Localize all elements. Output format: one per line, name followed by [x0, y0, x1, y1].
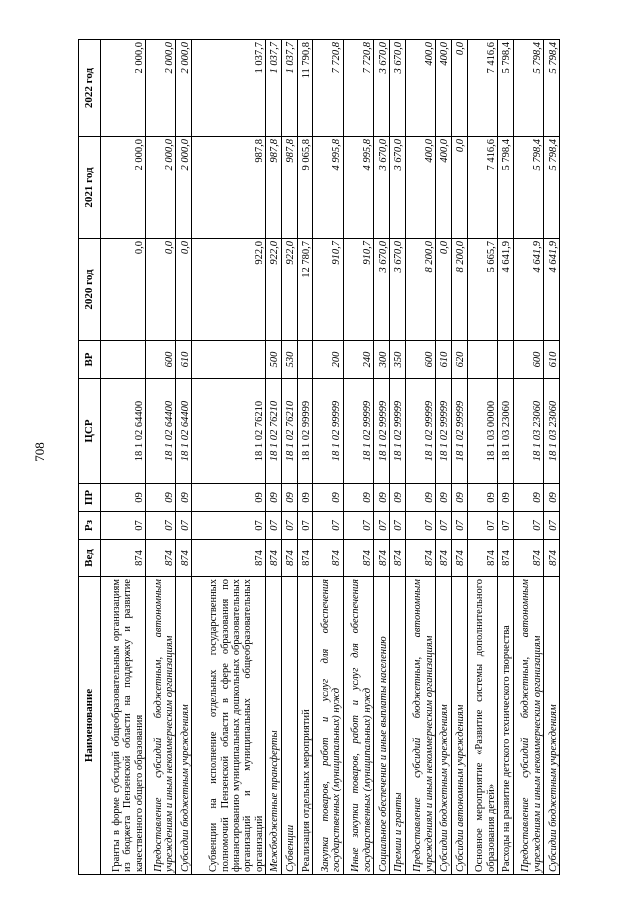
cell-rz: 07	[405, 512, 435, 540]
cell-2021: 2 000,0	[145, 137, 175, 239]
cell-2022: 2 000,0	[145, 40, 175, 137]
cell-ved: 874	[176, 540, 192, 577]
table-row	[374, 40, 390, 875]
cell-name: Межбюджетные трансферты	[265, 577, 281, 875]
header-2021: 2021 год	[79, 137, 101, 239]
cell-name: Гранты в форме субсидий общеобразовательным организациям из бюджета Пензенской области на поддержку и развитие качественного общего образования	[101, 577, 146, 875]
page-number: 708	[32, 442, 47, 462]
cell-2020: 3 670,0	[389, 239, 405, 341]
cell-vr: 610	[544, 341, 560, 379]
cell-pr: 09	[192, 484, 266, 512]
cell-csr: 18 1 02 99999	[343, 379, 373, 484]
cell-csr: 18 1 02 99999	[374, 379, 390, 484]
cell-2022: 3 670,0	[374, 40, 390, 137]
cell-2022: 1 037,7	[281, 40, 297, 137]
cell-pr: 09	[145, 484, 175, 512]
cell-2022: 2 000,0	[176, 40, 192, 137]
table-row	[389, 40, 405, 875]
cell-vr: 500	[265, 341, 281, 379]
cell-csr: 18 1 03 23060	[513, 379, 543, 484]
cell-2020: 3 670,0	[374, 239, 390, 341]
cell-2020: 0,0	[435, 239, 451, 341]
cell-vr	[467, 341, 497, 379]
cell-pr: 09	[297, 484, 313, 512]
cell-vr	[101, 341, 146, 379]
cell-pr: 09	[544, 484, 560, 512]
cell-2020: 922,0	[265, 239, 281, 341]
cell-name: Предоставление субсидий бюджетным, автономным учреждениям и иным некоммерческим организациям	[513, 577, 543, 875]
cell-2022: 5 798,4	[513, 40, 543, 137]
table-row	[467, 40, 497, 875]
cell-rz: 07	[265, 512, 281, 540]
cell-2021: 7 416,6	[467, 137, 497, 239]
cell-2021: 400,0	[435, 137, 451, 239]
cell-2022: 7 416,6	[467, 40, 497, 137]
cell-2022: 400,0	[435, 40, 451, 137]
cell-csr: 18 1 03 00000	[467, 379, 497, 484]
cell-pr: 09	[313, 484, 343, 512]
cell-name: Субвенции	[281, 577, 297, 875]
cell-csr: 18 1 02 99999	[313, 379, 343, 484]
cell-pr: 09	[374, 484, 390, 512]
cell-vr: 610	[176, 341, 192, 379]
cell-2021: 3 670,0	[374, 137, 390, 239]
cell-rz: 07	[435, 512, 451, 540]
cell-csr: 18 1 02 99999	[405, 379, 435, 484]
cell-csr: 18 1 02 99999	[389, 379, 405, 484]
cell-vr: 240	[343, 341, 373, 379]
cell-2022: 11 790,8	[297, 40, 313, 137]
cell-ved: 874	[343, 540, 373, 577]
cell-name: Субсидии бюджетным учреждениям	[544, 577, 560, 875]
cell-csr: 18 1 02 76210	[192, 379, 266, 484]
cell-rz: 07	[374, 512, 390, 540]
cell-vr: 600	[513, 341, 543, 379]
cell-2022: 7 720,8	[343, 40, 373, 137]
cell-vr: 600	[145, 341, 175, 379]
cell-vr: 600	[405, 341, 435, 379]
cell-ved: 874	[389, 540, 405, 577]
table-row	[101, 40, 146, 875]
cell-ved: 874	[297, 540, 313, 577]
cell-name: Социальное обеспечение и иные выплаты населению	[374, 577, 390, 875]
cell-2020: 8 200,0	[451, 239, 467, 341]
cell-2022: 2 000,0	[101, 40, 146, 137]
cell-vr: 300	[374, 341, 390, 379]
table-row	[343, 40, 373, 875]
cell-2022: 5 798,4	[497, 40, 513, 137]
cell-pr: 09	[451, 484, 467, 512]
header-row	[79, 40, 101, 875]
cell-pr: 09	[101, 484, 146, 512]
header-name: Наименование	[79, 577, 101, 875]
header-rz: Рз	[79, 512, 101, 540]
cell-ved: 874	[145, 540, 175, 577]
table-row	[145, 40, 175, 875]
cell-ved: 874	[374, 540, 390, 577]
cell-ved: 874	[265, 540, 281, 577]
cell-rz: 07	[451, 512, 467, 540]
cell-vr	[192, 341, 266, 379]
cell-vr: 530	[281, 341, 297, 379]
cell-rz: 07	[313, 512, 343, 540]
header-vr: ВР	[79, 341, 101, 379]
cell-name: Субвенции на исполнение отдельных государственных полномочий Пензенской области в сфере образования по финансированию муниципальных дошкольных образовательных организаций и муниципальных общеобразовательных организаций	[192, 577, 266, 875]
table-row	[281, 40, 297, 875]
cell-2022: 0,0	[451, 40, 467, 137]
cell-name: Премии и гранты	[389, 577, 405, 875]
cell-rz: 07	[281, 512, 297, 540]
cell-2022: 400,0	[405, 40, 435, 137]
cell-2020: 0,0	[145, 239, 175, 341]
table-row	[451, 40, 467, 875]
cell-ved: 874	[101, 540, 146, 577]
cell-name: Предоставление субсидий бюджетным, автономным учреждениям и иным некоммерческим организациям	[405, 577, 435, 875]
cell-2021: 5 798,4	[513, 137, 543, 239]
cell-rz: 07	[192, 512, 266, 540]
cell-2021: 4 995,8	[343, 137, 373, 239]
cell-2021: 3 670,0	[389, 137, 405, 239]
table-row	[435, 40, 451, 875]
cell-2020: 4 641,9	[513, 239, 543, 341]
cell-rz: 07	[513, 512, 543, 540]
cell-ved: 874	[544, 540, 560, 577]
cell-2021: 9 065,8	[297, 137, 313, 239]
cell-rz: 07	[544, 512, 560, 540]
cell-ved: 874	[281, 540, 297, 577]
header-2022: 2022 год	[79, 40, 101, 137]
table-row	[192, 40, 266, 875]
cell-2020: 922,0	[192, 239, 266, 341]
cell-2020: 0,0	[101, 239, 146, 341]
cell-2020: 12 780,7	[297, 239, 313, 341]
header-csr: ЦСР	[79, 379, 101, 484]
cell-2020: 4 641,9	[497, 239, 513, 341]
cell-2020: 5 665,7	[467, 239, 497, 341]
cell-pr: 09	[435, 484, 451, 512]
cell-name: Реализация отдельных мероприятий	[297, 577, 313, 875]
cell-vr: 350	[389, 341, 405, 379]
cell-csr: 18 1 02 64400	[145, 379, 175, 484]
cell-2020: 8 200,0	[405, 239, 435, 341]
header-2020: 2020 год	[79, 239, 101, 341]
cell-vr: 610	[435, 341, 451, 379]
cell-csr: 18 1 03 23060	[544, 379, 560, 484]
cell-pr: 09	[265, 484, 281, 512]
cell-2021: 2 000,0	[176, 137, 192, 239]
cell-pr: 09	[513, 484, 543, 512]
table-row	[313, 40, 343, 875]
cell-name: Субсидии автономным учреждениям	[451, 577, 467, 875]
cell-2021: 4 995,8	[313, 137, 343, 239]
cell-name: Предоставление субсидий бюджетным, автономным учреждениям и иным некоммерческим организациям	[145, 577, 175, 875]
cell-2021: 987,8	[265, 137, 281, 239]
table-body	[101, 40, 560, 875]
table-row	[265, 40, 281, 875]
cell-pr: 09	[467, 484, 497, 512]
cell-ved: 874	[497, 540, 513, 577]
cell-csr: 18 1 02 99999	[451, 379, 467, 484]
cell-2021: 5 798,4	[497, 137, 513, 239]
cell-csr: 18 1 02 64400	[176, 379, 192, 484]
cell-ved: 874	[513, 540, 543, 577]
cell-name: Закупка товаров, работ и услуг для обеспечения государственных (муниципальных) нужд	[313, 577, 343, 875]
cell-2022: 5 798,4	[544, 40, 560, 137]
cell-csr: 18 1 02 64400	[101, 379, 146, 484]
cell-name: Субсидии бюджетным учреждениям	[435, 577, 451, 875]
cell-2021: 5 798,4	[544, 137, 560, 239]
cell-pr: 09	[281, 484, 297, 512]
cell-ved: 874	[192, 540, 266, 577]
cell-vr: 200	[313, 341, 343, 379]
cell-ved: 874	[313, 540, 343, 577]
cell-2022: 1 037,7	[192, 40, 266, 137]
cell-2021: 2 000,0	[101, 137, 146, 239]
cell-ved: 874	[467, 540, 497, 577]
budget-table	[78, 39, 560, 875]
cell-rz: 07	[343, 512, 373, 540]
cell-rz: 07	[467, 512, 497, 540]
cell-2020: 910,7	[313, 239, 343, 341]
cell-vr: 620	[451, 341, 467, 379]
cell-ved: 874	[451, 540, 467, 577]
cell-rz: 07	[297, 512, 313, 540]
table-row	[405, 40, 435, 875]
cell-csr: 18 1 02 99999	[435, 379, 451, 484]
table-row	[544, 40, 560, 875]
cell-2021: 400,0	[405, 137, 435, 239]
cell-csr: 18 1 03 23060	[497, 379, 513, 484]
cell-2021: 987,8	[192, 137, 266, 239]
table-row	[297, 40, 313, 875]
cell-2021: 0,0	[451, 137, 467, 239]
cell-csr: 18 1 02 76210	[281, 379, 297, 484]
cell-pr: 09	[343, 484, 373, 512]
cell-rz: 07	[389, 512, 405, 540]
table-row	[497, 40, 513, 875]
cell-ved: 874	[405, 540, 435, 577]
cell-rz: 07	[145, 512, 175, 540]
cell-vr	[497, 341, 513, 379]
cell-2022: 7 720,8	[313, 40, 343, 137]
cell-pr: 09	[497, 484, 513, 512]
cell-pr: 09	[176, 484, 192, 512]
cell-2022: 3 670,0	[389, 40, 405, 137]
budget-table-container	[78, 40, 560, 875]
header-pr: ПР	[79, 484, 101, 512]
cell-rz: 07	[176, 512, 192, 540]
cell-rz: 07	[497, 512, 513, 540]
table-row	[176, 40, 192, 875]
cell-rz: 07	[101, 512, 146, 540]
cell-2020: 922,0	[281, 239, 297, 341]
cell-csr: 18 1 02 76210	[265, 379, 281, 484]
cell-2022: 1 037,7	[265, 40, 281, 137]
cell-vr	[297, 341, 313, 379]
cell-2020: 4 641,9	[544, 239, 560, 341]
header-ved: Вед	[79, 540, 101, 577]
cell-2020: 0,0	[176, 239, 192, 341]
cell-name: Расходы на развитие детского технического творчества	[497, 577, 513, 875]
cell-pr: 09	[389, 484, 405, 512]
cell-2021: 987,8	[281, 137, 297, 239]
cell-pr: 09	[405, 484, 435, 512]
cell-ved: 874	[435, 540, 451, 577]
cell-name: Основное мероприятие «Развитие системы дополнительного образования детей»	[467, 577, 497, 875]
cell-csr: 18 1 02 99999	[297, 379, 313, 484]
table-row	[513, 40, 543, 875]
cell-name: Субсидии бюджетным учреждениям	[176, 577, 192, 875]
cell-2020: 910,7	[343, 239, 373, 341]
cell-name: Иные закупки товаров, работ и услуг для обеспечения государственных (муниципальных) нужд	[343, 577, 373, 875]
